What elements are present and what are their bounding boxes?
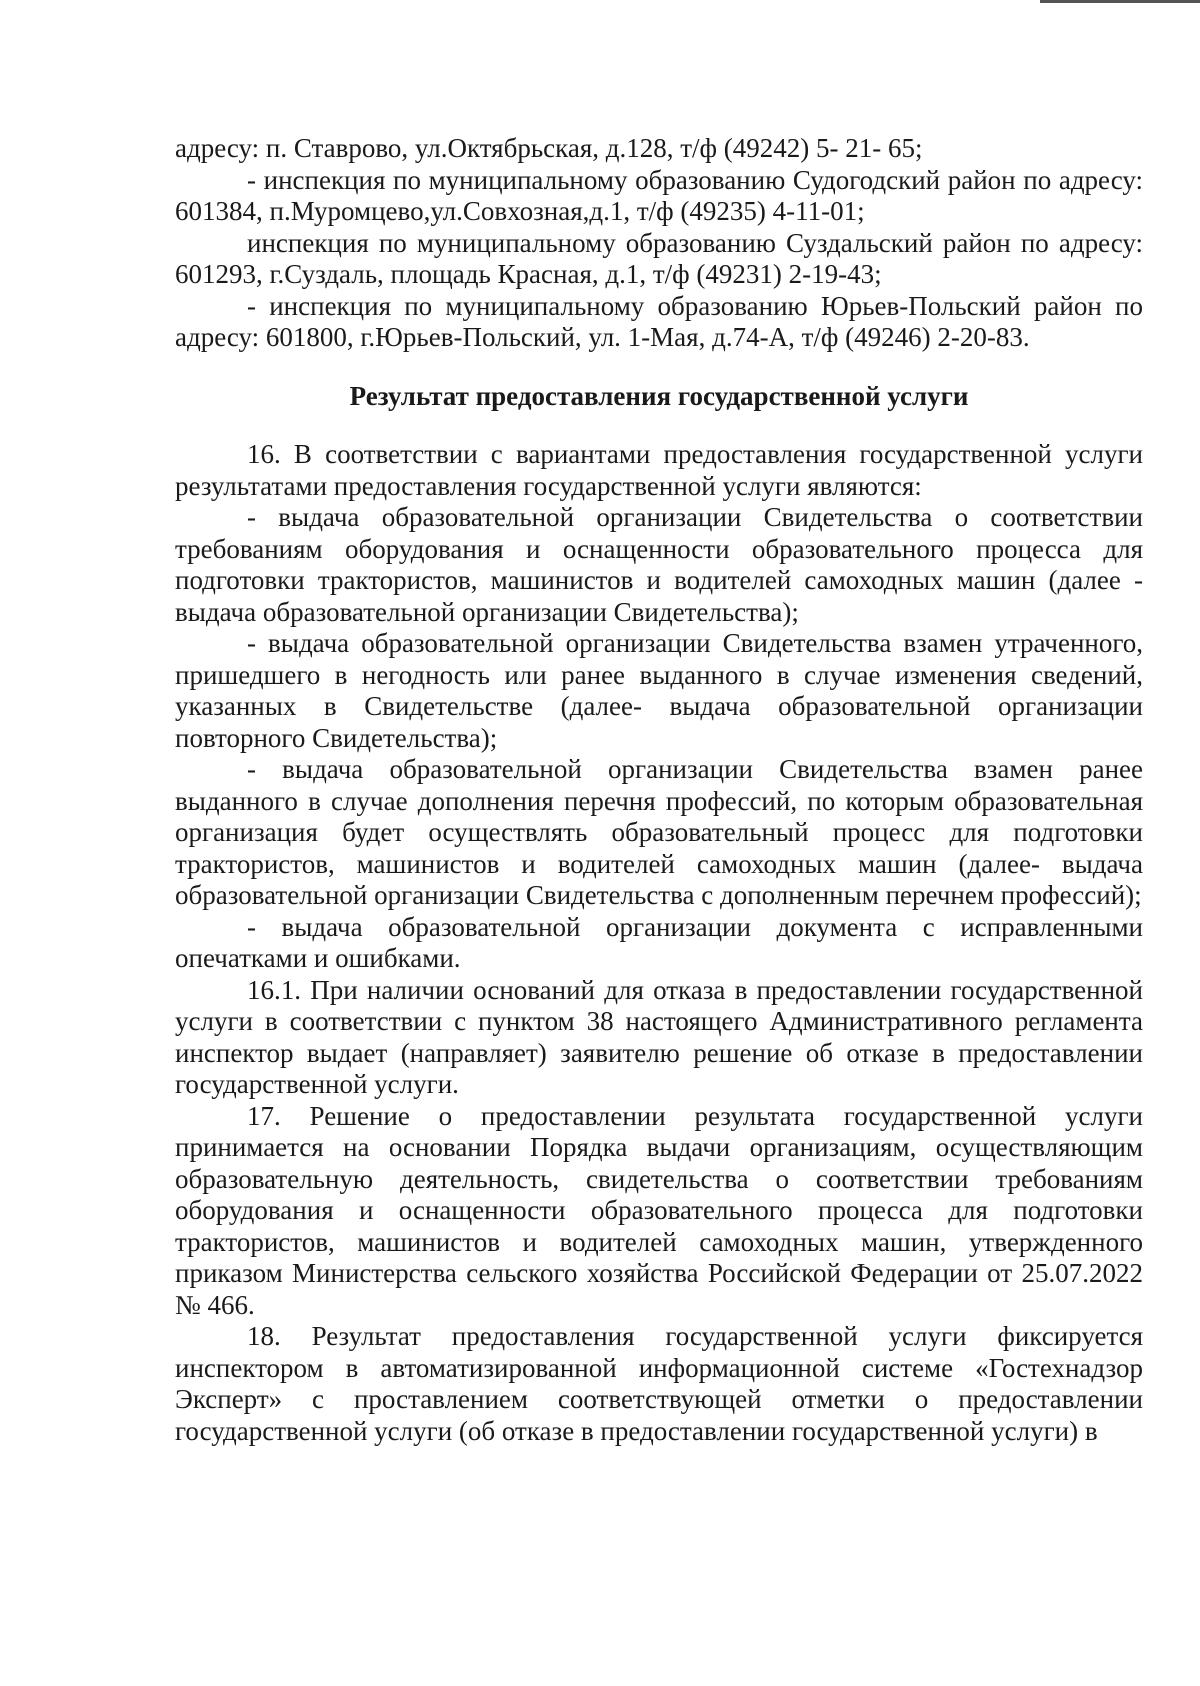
paragraph-16-1: 16.1. При наличии оснований для отказа в предоставлении государственной услуги в соответствии с пунктом 38 настоящего Административного регламента инспектор выдает (направляет) заявителю решение об отказе в предоставлении государственной услуги. xyxy=(175,974,1143,1099)
paragraph-inspection-sudogda: - инспекция по муниципальному образованию Судогодский район по адресу: 601384, п.Муромцево,ул.Совхозная,д.1, т/ф (49235) 4-11-01; xyxy=(175,164,1143,226)
paragraph-17: 17. Решение о предоставлении результата государственной услуги принимается на основании Порядка выдачи организациям, осуществляющим образовательную деятельность, свидетельства о соответствии требованиям оборудования и оснащенности образовательного процесса для подготовки трактористов, машинистов и водителей самоходных машин, утвержденного приказом Министерства сельского хозяйства Российской Федерации от 25.07.2022 № 466. xyxy=(175,1100,1143,1320)
section-heading: Результат предоставления государственной услуги xyxy=(349,380,969,411)
list-item-extended-certificate: - выдача образовательной организации Свидетельства взамен ранее выданного в случае дополнения перечня профессий, по которым образовательная организация будет осуществлять образовательный процесс для подготовки трактористов, машинистов и водителей самоходных машин (далее- выдача образовательной организации Свидетельства с дополненным перечнем профессий); xyxy=(175,754,1143,910)
list-item-corrected-document: - выдача образовательной организации документа с исправленными опечатками и ошибками. xyxy=(175,911,1143,973)
list-item-certificate: - выдача образовательной организации Свидетельства о соответствии требованиям оборудования и оснащенности образовательного процесса для подготовки трактористов, машинистов и водителей самоходных машин (далее - выдача образовательной организации Свидетельства); xyxy=(175,502,1143,627)
paragraph-16: 16. В соответствии с вариантами предоставления государственной услуги результатами предоставления государственной услуги являются: xyxy=(175,439,1143,501)
paragraph-18: 18. Результат предоставления государственной услуги фиксируется инспектором в автоматизированной информационной системе «Гостехнадзор Эксперт» с проставлением соответствующей отметки о предоставлении государственной услуги (об отказе в предоставлении государственной услуги) в xyxy=(175,1321,1143,1446)
list-item-repeat-certificate: - выдача образовательной организации Свидетельства взамен утраченного, пришедшего в негодность или ранее выданного в случае изменения сведений, указанных в Свидетельстве (далее- выдача образовательной организации повторного Свидетельства); xyxy=(175,628,1143,753)
paragraph-inspection-suzdal: инспекция по муниципальному образованию Суздальский район по адресу: 601293, г.Суздаль, площадь Красная, д.1, т/ф (49231) 2-19-43; xyxy=(175,227,1143,289)
paragraph-address-stavrovo: адресу: п. Ставрово, ул.Октябрьская, д.128, т/ф (49242) 5- 21- 65; xyxy=(175,133,923,163)
paragraph-inspection-yuryev-polsky: - инспекция по муниципальному образованию Юрьев-Польский район по адресу: 601800, г.Юрьев-Польский, ул. 1-Мая, д.74-А, т/ф (49246) 2-20-83. xyxy=(175,290,1143,352)
scan-edge-mark xyxy=(1040,0,1200,3)
document-page xyxy=(175,133,1143,1447)
